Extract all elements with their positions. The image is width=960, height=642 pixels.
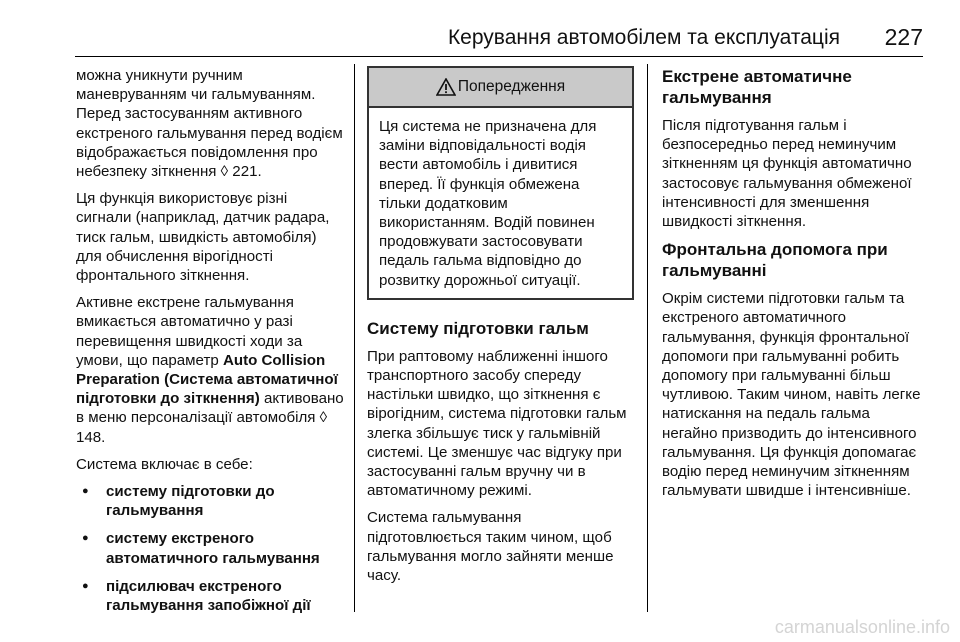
paragraph-text: активовано в меню персоналізації автомобіля ◊ 148. — [76, 390, 344, 446]
section-heading: Екстрене автоматичне гальмування — [662, 67, 852, 107]
column-divider-left — [354, 64, 355, 612]
setting-name: Auto Collision Preparation (Система автоматичної підготовки до зіткнення) — [76, 351, 338, 408]
bullet-list — [76, 482, 346, 615]
section-heading: Систему підготовки гальм — [367, 318, 589, 338]
paragraph: Після підготування гальм і безпосередньо перед неминучим зіткненням ця функція автоматично застосовує гальмування обмеженої інтенсивності для зменшення швидкості зіткнення. — [662, 117, 912, 231]
paragraph: Ця функція використовує різні сигнали (наприклад, датчик радара, тиск гальм, швидкість автомобіля) для обчислення вірогідності фронтального зіткнення. — [76, 190, 330, 285]
column-divider-right — [647, 64, 648, 612]
warning-triangle-icon — [436, 78, 456, 96]
paragraph — [76, 293, 346, 447]
column-3 — [662, 66, 925, 508]
paragraph: Система гальмування підготовлюється таким чином, щоб гальмування могло зайняти менше часу. — [367, 509, 614, 585]
page-number: 227 — [884, 24, 923, 50]
warning-box — [367, 66, 634, 300]
page-header — [0, 0, 960, 58]
watermark: carmanualsonline.info — [774, 617, 950, 637]
paragraph: Окрім системи підготовки гальм та екстреного автоматичного гальмування, функція фронтальної допомоги при гальмуванні робить допомогу при гальмуванні більш чутливою. Таким чином, навіть легке натискання на педаль гальма негайно призводить до інтенсивного гальмування. Ця функція допомагає водію перед неминучим зіткненням гальмувати швидше і інтенсивніше. — [662, 290, 921, 500]
column-1 — [76, 66, 346, 624]
page-title: Керування автомобілем та експлуатація — [447, 26, 840, 49]
list-item: ● систему підготовки до гальмування — [76, 482, 346, 520]
paragraph: Система включає в себе: — [76, 455, 253, 473]
list-item: ● систему екстреного автоматичного гальмування — [76, 529, 346, 567]
section-heading: Фронтальна допомога при гальмуванні — [662, 240, 888, 281]
paragraph: При раптовому наближенні іншого транспортного засобу спереду настільки швидко, що зіткнення є вірогідним, система підготовки гальм злегка збільшує тиск у гальмівній системі. Це зменшує час відгуку при застосуванні гальм вручну чи в автоматичному режимі. — [367, 347, 627, 500]
paragraph-text: Активне екстрене гальмування вмикається автоматично у разі перевищення швидкості ходи за умови, що параметр — [76, 294, 303, 369]
warning-title: Попередження — [457, 78, 566, 96]
column-2 — [367, 66, 634, 593]
header-rule — [75, 56, 923, 57]
list-item: ● підсилювач екстреного гальмування запобіжної дії — [76, 577, 346, 615]
warning-header — [369, 68, 632, 108]
warning-text: Ця система не призначена для заміни відповідальності водія вести автомобіль і дивитися вперед. Її функція обмежена тільки додатковим використанням. Водій повинен продовжувати застосовувати педаль гальма відповідно до розвитку дорожньої ситуації. — [379, 118, 597, 289]
paragraph: можна уникнути ручним маневруванням чи гальмуванням. Перед застосуванням активного екстреного гальмування перед водієм відображається повідомлення про небезпеку зіткнення ◊ 221. — [76, 67, 343, 181]
